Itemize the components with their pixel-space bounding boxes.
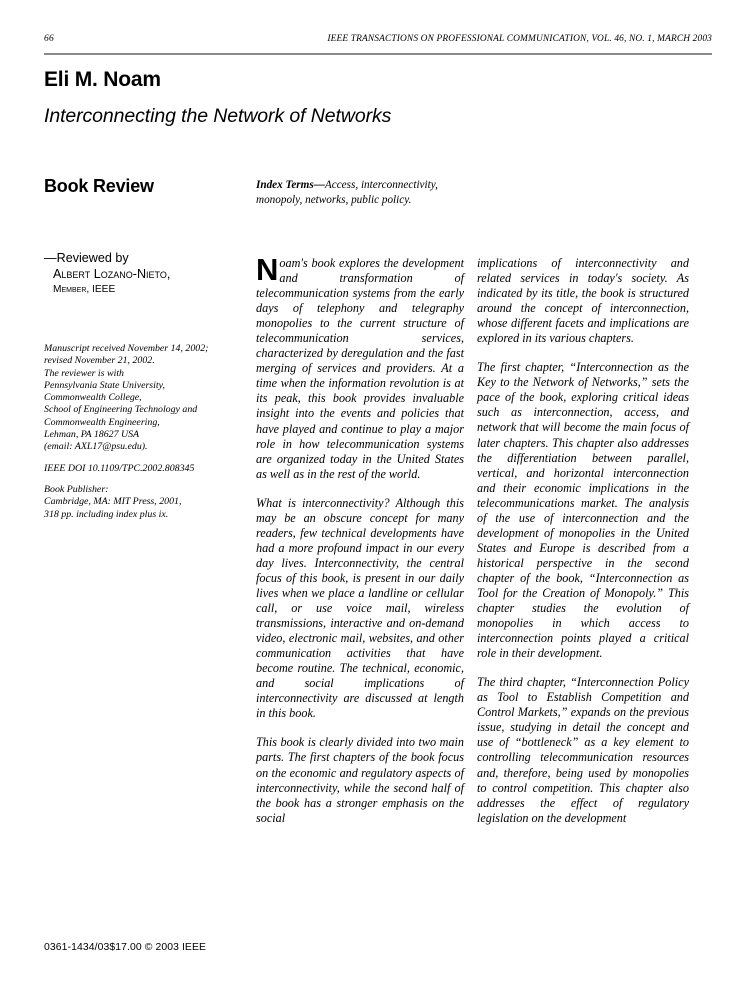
journal-title-line: IEEE TRANSACTIONS ON PROFESSIONAL COMMUNICATION, VOL. 46, NO. 1, MARCH 2003: [327, 34, 712, 44]
copyright-footer: 0361-1434/03$17.00 © 2003 IEEE: [44, 942, 207, 953]
body-paragraph: [256, 252, 464, 482]
reviewer-name: Albert Lozano-Nieto,: [53, 267, 171, 281]
body-paragraph: The first chapter, “Interconnection as the Key to the Network of Networks,” sets the pace of the book, exploring critical ideas such as interconnection, access, and network that will become the main focus of later chapters. This chapter also addresses the differentiation between parallel, vertical, and horizontal interconnection and their economic implications in the telecommunications market. The analysis of the use of interconnection and the development of monopolies in the United States and Europe is described from a historical perspective in the second chapter of the book, “Interconnection as Tool for the Creation of Monopoly.” This chapter studies the evolution of monopolies in which access to interconnection points played a critical role in their development.: [477, 360, 689, 661]
author-name: Eli M. Noam: [44, 68, 161, 91]
spacer: [44, 475, 244, 484]
manuscript-line: Pennsylvania State University,: [44, 379, 165, 391]
page-number: 66: [44, 34, 54, 44]
drop-cap: N: [256, 252, 279, 287]
manuscript-line: Commonwealth College,: [44, 392, 142, 404]
publisher-label: Book Publisher:: [44, 483, 109, 495]
body-paragraph: implications of interconnectivity and related services in today's society. As indicated by its title, the book is structured around the concept of interconnection, whose different facets and implications are explored in its various chapters.: [477, 256, 689, 346]
manuscript-line: Lehman, PA 18627 USA: [44, 429, 140, 441]
header-divider: [44, 53, 712, 55]
manuscript-line: The reviewer is with: [44, 367, 124, 379]
manuscript-line: Manuscript received November 14, 2002;: [44, 343, 209, 354]
manuscript-metadata-block: [44, 343, 244, 521]
body-column-right: [477, 256, 689, 826]
manuscript-line: revised November 21, 2002.: [44, 355, 155, 367]
reviewer-block: [44, 250, 240, 297]
manuscript-line: School of Engineering Technology and: [44, 404, 198, 416]
body-paragraph-text: oam's book explores the development and transformation of telecommunication systems from the early days of telephony and telegraphy monopolies to the current structure of telecommunication services, characterized by deregulation and the fast merging of services and providers. At a time when the information revolution is at its peak, this book provides invaluable insight into the events and policies that have played and continue to play a major role in how telecommunication systems are organized today in the United States as well as in the rest of the world.: [256, 256, 464, 481]
running-head: [44, 34, 712, 48]
index-terms-list: Access, interconnectivity, monopoly, networks, public policy.: [256, 179, 438, 206]
doi-line: IEEE DOI 10.1109/TPC.2002.808345: [44, 462, 195, 474]
body-paragraph: What is interconnectivity? Although this may be an obscure concept for many readers, few technical developments have had a more profound impact in our every day lives. Interconnectivity, the central focus of this book, is present in our daily lives when we place a landline or cellular call, or use voice mail, wireless transmissions, interactive and on-demand video, electronic mail, websites, and other communication activities that have become routine. The technical, economic, and social implications of interconnectivity are discussed at length in this book.: [256, 495, 464, 721]
reviewer-membership-grade: Member, IEEE: [53, 284, 116, 295]
manuscript-email-line: (email: AXL17@psu.edu).: [44, 441, 148, 453]
index-terms-label: Index Terms—: [256, 179, 325, 191]
body-column-middle: [256, 252, 464, 826]
index-terms: [256, 178, 478, 207]
reviewed-by-label: —Reviewed by: [44, 251, 129, 265]
publisher-line: Cambridge, MA: MIT Press, 2001,: [44, 496, 182, 508]
body-paragraph: The third chapter, “Interconnection Policy as Tool to Establish Competition and Control Markets,” expands on the previous issue, studying in detail the concept and use of “bottleneck” as a key element to controlling telecommunication resources and, therefore, being used by monopolies to control competition. This chapter also addresses the effect of regulatory legislation on the development: [477, 675, 689, 825]
section-label-book-review: Book Review: [44, 176, 154, 196]
publisher-line: 318 pp. including index plus ix.: [44, 508, 169, 520]
spacer: [44, 454, 244, 463]
manuscript-line: Commonwealth Engineering,: [44, 416, 160, 428]
body-paragraph: This book is clearly divided into two main parts. The first chapters of the book focus on the economic and regulatory aspects of interconnectivity, while the second half of the book has a stronger emphasis on the social: [256, 735, 464, 825]
book-title: Interconnecting the Network of Networks: [44, 105, 392, 127]
